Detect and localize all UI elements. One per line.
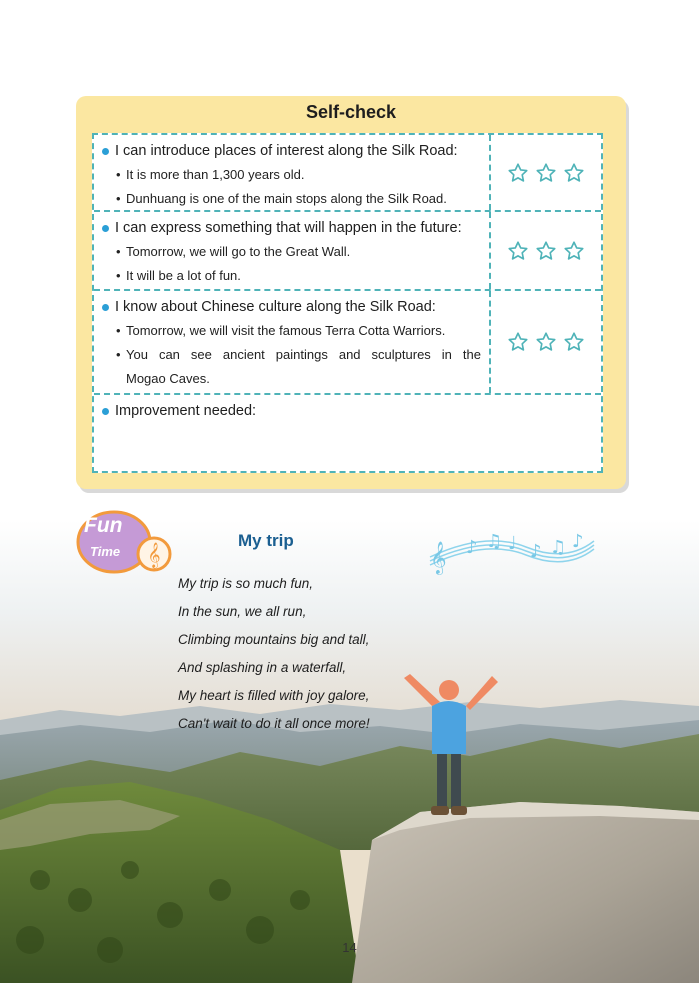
poem-text [178, 570, 370, 738]
star-icon[interactable] [535, 331, 557, 353]
time-label: Time [90, 544, 121, 559]
row-example: You can see ancient paintings and sculptures in the [126, 347, 481, 362]
star-icon[interactable] [563, 162, 585, 184]
row-example: Mogao Caves. [126, 371, 210, 386]
star-icon[interactable] [563, 240, 585, 262]
fun-label: Fun [84, 514, 123, 537]
svg-text:♪: ♪ [530, 541, 542, 562]
bullet-dot [102, 304, 109, 311]
star-icon[interactable] [563, 331, 585, 353]
bullet-dot [102, 148, 109, 155]
poem-line: And splashing in a waterfall, [178, 660, 347, 675]
star-rating [491, 212, 601, 289]
svg-text:♫: ♫ [486, 531, 503, 552]
page-number: 14 [342, 940, 357, 955]
improvement-label: Improvement needed: [115, 403, 257, 419]
music-notes-icon [426, 527, 596, 575]
star-icon[interactable] [535, 240, 557, 262]
star-rating [491, 135, 601, 210]
poem-line: In the sun, we all run, [178, 604, 307, 619]
row-example: It is more than 1,300 years old. [126, 167, 305, 182]
self-check-row: I know about Chinese culture along the Silk Road: • Tomorrow, we will visit the famous Terra Cotta Warriors. • You can see ancient paintings and sculptures in the Mogao Caves. [94, 291, 601, 395]
improvement-row [94, 395, 601, 473]
star-icon[interactable] [507, 331, 529, 353]
svg-text:♫: ♫ [550, 537, 567, 558]
row-example: Tomorrow, we will go to the Great Wall. [126, 244, 351, 259]
poem-line: Can't wait to do it all once more! [178, 716, 370, 731]
self-check-row: I can express something that will happen in the future: • Tomorrow, we will go to the Great Wall. • It will be a lot of fun. [94, 212, 601, 291]
row-statement: I can introduce places of interest along the Silk Road: [115, 143, 458, 159]
star-rating [491, 291, 601, 393]
self-check-table [92, 133, 603, 473]
row-statement: I can express something that will happen in the future: [115, 220, 462, 236]
treble-clef-icon: 𝄞 [147, 543, 161, 568]
svg-text:♪: ♪ [572, 531, 584, 552]
star-icon[interactable] [507, 162, 529, 184]
poem-line: My heart is filled with joy galore, [178, 688, 370, 703]
self-check-title: Self-check [305, 102, 397, 122]
poem-title: My trip [238, 531, 294, 550]
bullet-dot [102, 225, 109, 232]
row-example: Dunhuang is one of the main stops along the Silk Road. [126, 191, 447, 206]
bullet-dot [102, 408, 109, 415]
row-example: Tomorrow, we will visit the famous Terra Cotta Warriors. [126, 323, 446, 338]
svg-text:♩: ♩ [508, 533, 517, 554]
self-check-card [76, 96, 626, 489]
star-icon[interactable] [507, 240, 529, 262]
row-statement: I know about Chinese culture along the Silk Road: [115, 299, 436, 315]
svg-text:𝄞: 𝄞 [430, 541, 447, 574]
fun-time-badge [76, 508, 172, 576]
poem-line: My trip is so much fun, [178, 576, 314, 591]
self-check-row: I can introduce places of interest along the Silk Road: • It is more than 1,300 years old. • Dunhuang is one of the main stops along the Silk Road. [94, 135, 601, 212]
svg-text:♪: ♪ [466, 537, 478, 558]
poem-line: Climbing mountains big and tall, [178, 632, 370, 647]
row-example: It will be a lot of fun. [126, 268, 241, 283]
star-icon[interactable] [535, 162, 557, 184]
